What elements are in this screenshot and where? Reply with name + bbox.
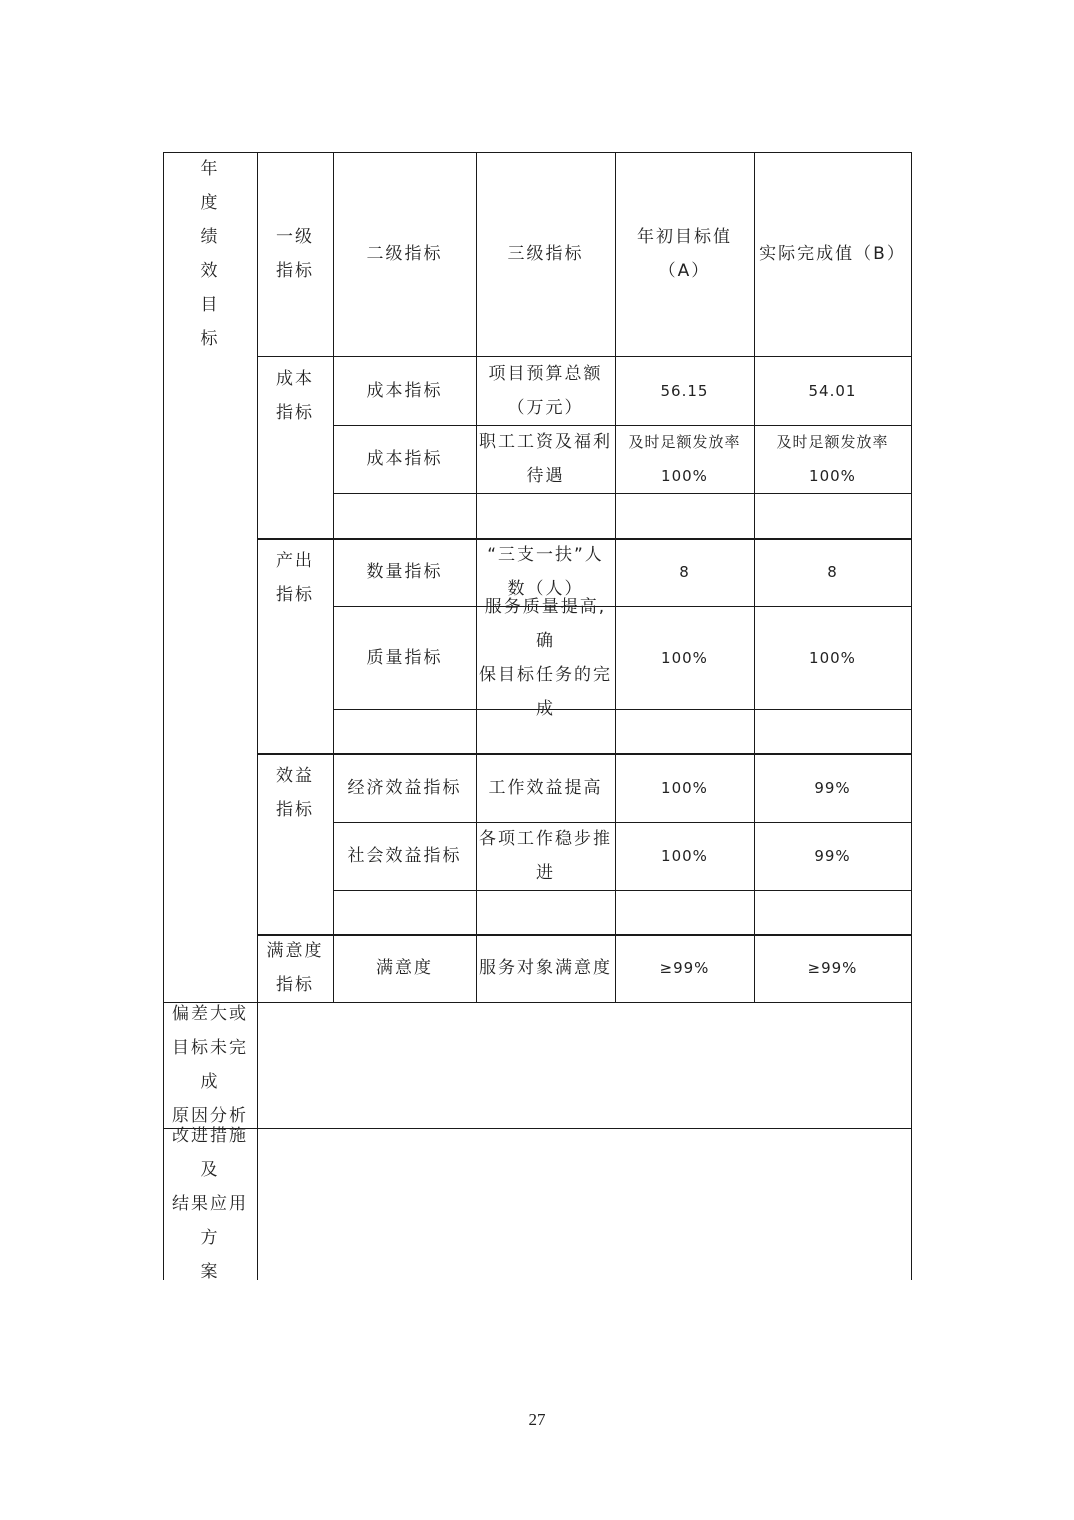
- actual-cell: [754, 822, 911, 890]
- level3-cell-line: 服务对象满意度: [479, 958, 612, 978]
- actual-cell-line: 100%: [809, 467, 856, 485]
- target-cell: [615, 538, 754, 606]
- target-cell: [615, 890, 754, 934]
- actual-cell-line: 100%: [809, 648, 856, 667]
- target-cell: [615, 606, 754, 709]
- target-cell-line: 100%: [661, 467, 708, 485]
- section-label-line: 年: [200, 159, 220, 179]
- improvement-label: [163, 1128, 257, 1280]
- header-level2: [333, 152, 476, 356]
- level2-cell-line: 成本指标: [366, 380, 443, 401]
- level1-label: [257, 356, 333, 436]
- header-target: [615, 152, 754, 356]
- actual-cell-line: 99%: [814, 778, 851, 797]
- section-label-line: 绩: [200, 227, 220, 247]
- level3-cell-line: （万元）: [507, 397, 584, 418]
- level1-label: [257, 934, 333, 1002]
- level3-cell-line: 项目预算总额: [488, 363, 603, 384]
- level2-cell: [333, 934, 476, 1002]
- target-cell-line: 8: [679, 563, 690, 581]
- right-border: [911, 152, 912, 1280]
- level3-cell-line: 各项工作稳步推: [479, 829, 612, 849]
- level2-cell: [333, 493, 476, 538]
- actual-cell-line: 及时足额发放率: [776, 433, 889, 451]
- actual-cell-line: ≥99%: [807, 959, 858, 977]
- level3-cell: [476, 934, 615, 1002]
- actual-cell-line: 8: [827, 563, 838, 581]
- header-level3: [476, 152, 615, 356]
- target-cell: [615, 934, 754, 1002]
- deviation-value: [257, 1002, 911, 1128]
- actual-cell: [754, 356, 911, 425]
- level3-cell: [476, 493, 615, 538]
- target-cell-line: 100%: [661, 648, 708, 667]
- header-actual-line: 实际完成值（B）: [759, 244, 906, 264]
- header-level1-line: 指标: [276, 261, 314, 281]
- target-cell-line: 56.15: [660, 381, 709, 400]
- page-number: 27: [528, 1410, 546, 1429]
- level1-label-line: 产出: [276, 551, 314, 571]
- header-level3-line: 三级指标: [507, 244, 584, 264]
- target-cell: [615, 709, 754, 753]
- improvement-label-line: 案: [200, 1262, 220, 1282]
- level3-cell: [476, 822, 615, 890]
- header-target-line: 年初目标值（A）: [637, 227, 732, 281]
- actual-cell: [754, 606, 911, 709]
- level3-cell-line: 职工工资及福利: [479, 432, 612, 452]
- level2-cell: [333, 356, 476, 425]
- level2-cell: [333, 606, 476, 709]
- actual-cell: [754, 709, 911, 753]
- level1-label: [257, 538, 333, 618]
- improvement-label-line: 结果应用方: [172, 1194, 248, 1248]
- level2-cell-line: 社会效益指标: [347, 846, 462, 866]
- target-cell: [615, 493, 754, 538]
- level2-cell: [333, 822, 476, 890]
- level2-cell: [333, 538, 476, 606]
- level1-label-line: 指标: [276, 975, 314, 995]
- level2-cell-line: 数量指标: [366, 562, 443, 582]
- level3-cell: [476, 890, 615, 934]
- level1-label-line: 指标: [276, 585, 314, 605]
- header-level1: [257, 152, 333, 356]
- actual-cell: [754, 890, 911, 934]
- actual-cell: [754, 934, 911, 1002]
- deviation-label-line: 目标未完成: [172, 1038, 248, 1092]
- target-cell: [615, 753, 754, 822]
- target-cell-line: 及时足额发放率: [628, 433, 741, 451]
- level3-cell: [476, 425, 615, 493]
- level1-label-line: 效益: [276, 766, 314, 786]
- actual-cell: [754, 538, 911, 606]
- deviation-label-line: 原因分析: [172, 1106, 248, 1126]
- level1-label-line: 指标: [276, 403, 314, 423]
- level3-cell-line: 进: [536, 863, 555, 883]
- level2-cell-line: 成本指标: [366, 449, 443, 469]
- target-cell: [615, 425, 754, 493]
- section-label: [163, 152, 257, 356]
- level3-cell: [476, 596, 615, 719]
- actual-cell: [754, 425, 911, 493]
- level1-label: [257, 753, 333, 833]
- level2-cell: [333, 890, 476, 934]
- improvement-label-line: 改进措施及: [172, 1126, 248, 1180]
- target-cell-line: 100%: [661, 778, 708, 797]
- actual-cell-line: 99%: [814, 847, 851, 865]
- deviation-label: [163, 1002, 257, 1128]
- level3-cell: [476, 356, 615, 425]
- level2-cell-line: 质量指标: [366, 647, 443, 668]
- level2-cell-line: 经济效益指标: [347, 777, 462, 798]
- level3-cell-line: 保目标任务的完: [479, 664, 612, 685]
- improvement-value: [257, 1128, 911, 1280]
- actual-cell: [754, 753, 911, 822]
- level3-cell-line: 成: [536, 698, 555, 719]
- level3-cell: [476, 753, 615, 822]
- deviation-label-line: 偏差大或: [172, 1004, 248, 1024]
- section-label-line: 目: [200, 295, 220, 315]
- level1-label-line: 满意度: [266, 941, 324, 961]
- section-label-line: 度: [200, 193, 220, 213]
- actual-cell-line: 54.01: [808, 381, 857, 400]
- level3-cell-line: 待遇: [526, 466, 565, 486]
- level3-cell-line: 工作效益提高: [488, 777, 603, 798]
- level1-label-line: 指标: [276, 800, 314, 820]
- level2-cell: [333, 753, 476, 822]
- actual-cell: [754, 493, 911, 538]
- target-cell: [615, 822, 754, 890]
- level3-cell-line: 服务质量提高,确: [484, 596, 607, 651]
- header-level1-line: 一级: [276, 227, 314, 247]
- target-cell: [615, 356, 754, 425]
- level2-cell: [333, 425, 476, 493]
- level2-cell: [333, 709, 476, 753]
- header-actual: [754, 152, 911, 356]
- section-label-line: 标: [200, 329, 220, 349]
- section-label-line: 效: [200, 261, 220, 281]
- target-cell-line: ≥99%: [659, 959, 710, 977]
- level3-cell-line: 数（人）: [507, 579, 584, 599]
- level2-cell-line: 满意度: [376, 958, 433, 978]
- target-cell-line: 100%: [661, 847, 708, 865]
- level1-label-line: 成本: [276, 369, 314, 389]
- level3-cell: [476, 709, 615, 753]
- header-level2-line: 二级指标: [366, 244, 443, 264]
- level3-cell-line: “三支一扶”人: [487, 545, 604, 565]
